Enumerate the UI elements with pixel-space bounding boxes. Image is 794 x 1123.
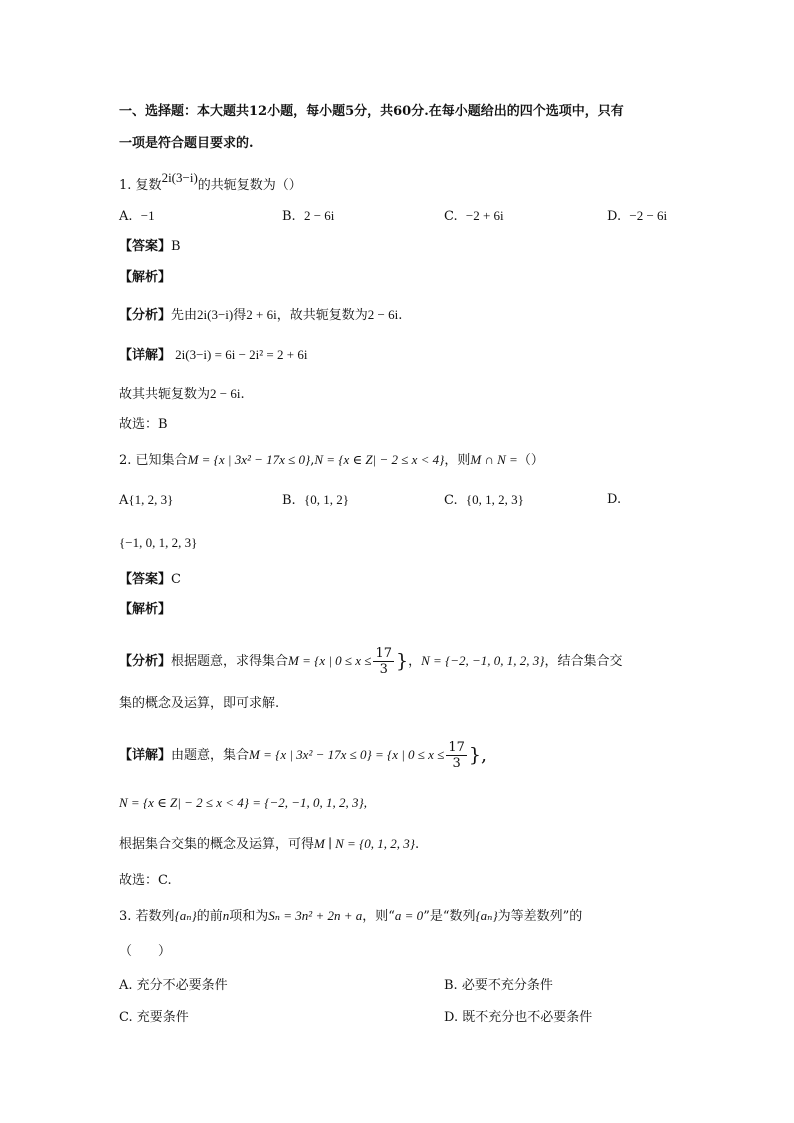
q2-answer: 【答案】C [119, 572, 181, 587]
q1-option-c: C. −2 + 6i [444, 208, 504, 224]
q2-option-d-text: {−1, 0, 1, 2, 3} [119, 535, 198, 550]
q3-paren: （ ） [119, 944, 172, 959]
q1-detail: 【详解】 2i(3−i) = 6i − 2i² = 2 + 6i [119, 347, 308, 363]
q2-detail-n: N = {x ∈ Z| − 2 ≤ x < 4} = {−2, −1, 0, 1, 2, 3}, [119, 795, 367, 810]
q3-option-c: C. 充要条件 [119, 1010, 189, 1025]
q2-choose: 故选：C. [119, 873, 172, 888]
q1-conclusion: 故其共轭复数为2 − 6i. [119, 386, 245, 402]
q2-analysis-tag: 【解析】 [119, 602, 172, 617]
q1-option-a: A. −1 [119, 208, 155, 224]
q2-option-a: A{1, 2, 3} [119, 492, 174, 508]
q3-option-a: A. 充分不必要条件 [119, 978, 228, 993]
q2-fenxi-line2: 集的概念及运算，即可求解. [119, 696, 280, 711]
q1-stem: 1. 复数2i(3−i)的共轭复数为（） [119, 170, 302, 193]
q3-option-d: D. 既不充分也不必要条件 [444, 1010, 593, 1025]
q1-fenxi: 【分析】先由2i(3−i)得2 + 6i，故共轭复数为2 − 6i. [119, 307, 403, 323]
q1-option-d: D. −2 − 6i [607, 208, 668, 224]
q3-option-b: B. 必要不充分条件 [444, 978, 553, 993]
q1-choose: 故选：B [119, 417, 168, 432]
q3-stem: 3. 若数列{aₙ}的前n项和为Sₙ = 3n² + 2n + a，则“a = 0”是“数列{aₙ}为等差数列”的 [119, 908, 583, 924]
q1-expression: 2i(3−i) [161, 170, 198, 185]
q2-option-d-label: D. [607, 492, 622, 507]
q2-detail-end: 根据集合交集的概念及运算，可得M ∣ N = {0, 1, 2, 3}. [119, 836, 420, 852]
section-heading-line1: 一、选择题：本大题共12小题，每小题5分，共60分.在每小题给出的四个选项中，只有 [119, 104, 624, 119]
q2-option-c: C. {0, 1, 2, 3} [444, 492, 524, 508]
section-heading-line2: 一项是符合题目要求的. [119, 136, 254, 151]
q1-option-b: B. 2 − 6i [282, 208, 335, 224]
q1-analysis-tag: 【解析】 [119, 270, 172, 285]
q2-detail: 【详解】由题意，集合M = {x | 3x² − 17x ≤ 0} = {x | 0 ≤ x ≤ $\frac{17}{3}$ }, [119, 740, 488, 771]
q2-stem: 2. 已知集合M = {x | 3x² − 17x ≤ 0},N = {x ∈ Z| − 2 ≤ x < 4}，则M ∩ N =（） [119, 452, 544, 468]
q1-answer: 【答案】B [119, 239, 181, 254]
q2-option-b: B. {0, 1, 2} [282, 492, 349, 508]
q2-fenxi: 【分析】根据题意，求得集合M = {x | 0 ≤ x ≤ $\frac{17}{3}$ }，N = {−2, −1, 0, 1, 2, 3}，结合集合交 [119, 646, 623, 677]
